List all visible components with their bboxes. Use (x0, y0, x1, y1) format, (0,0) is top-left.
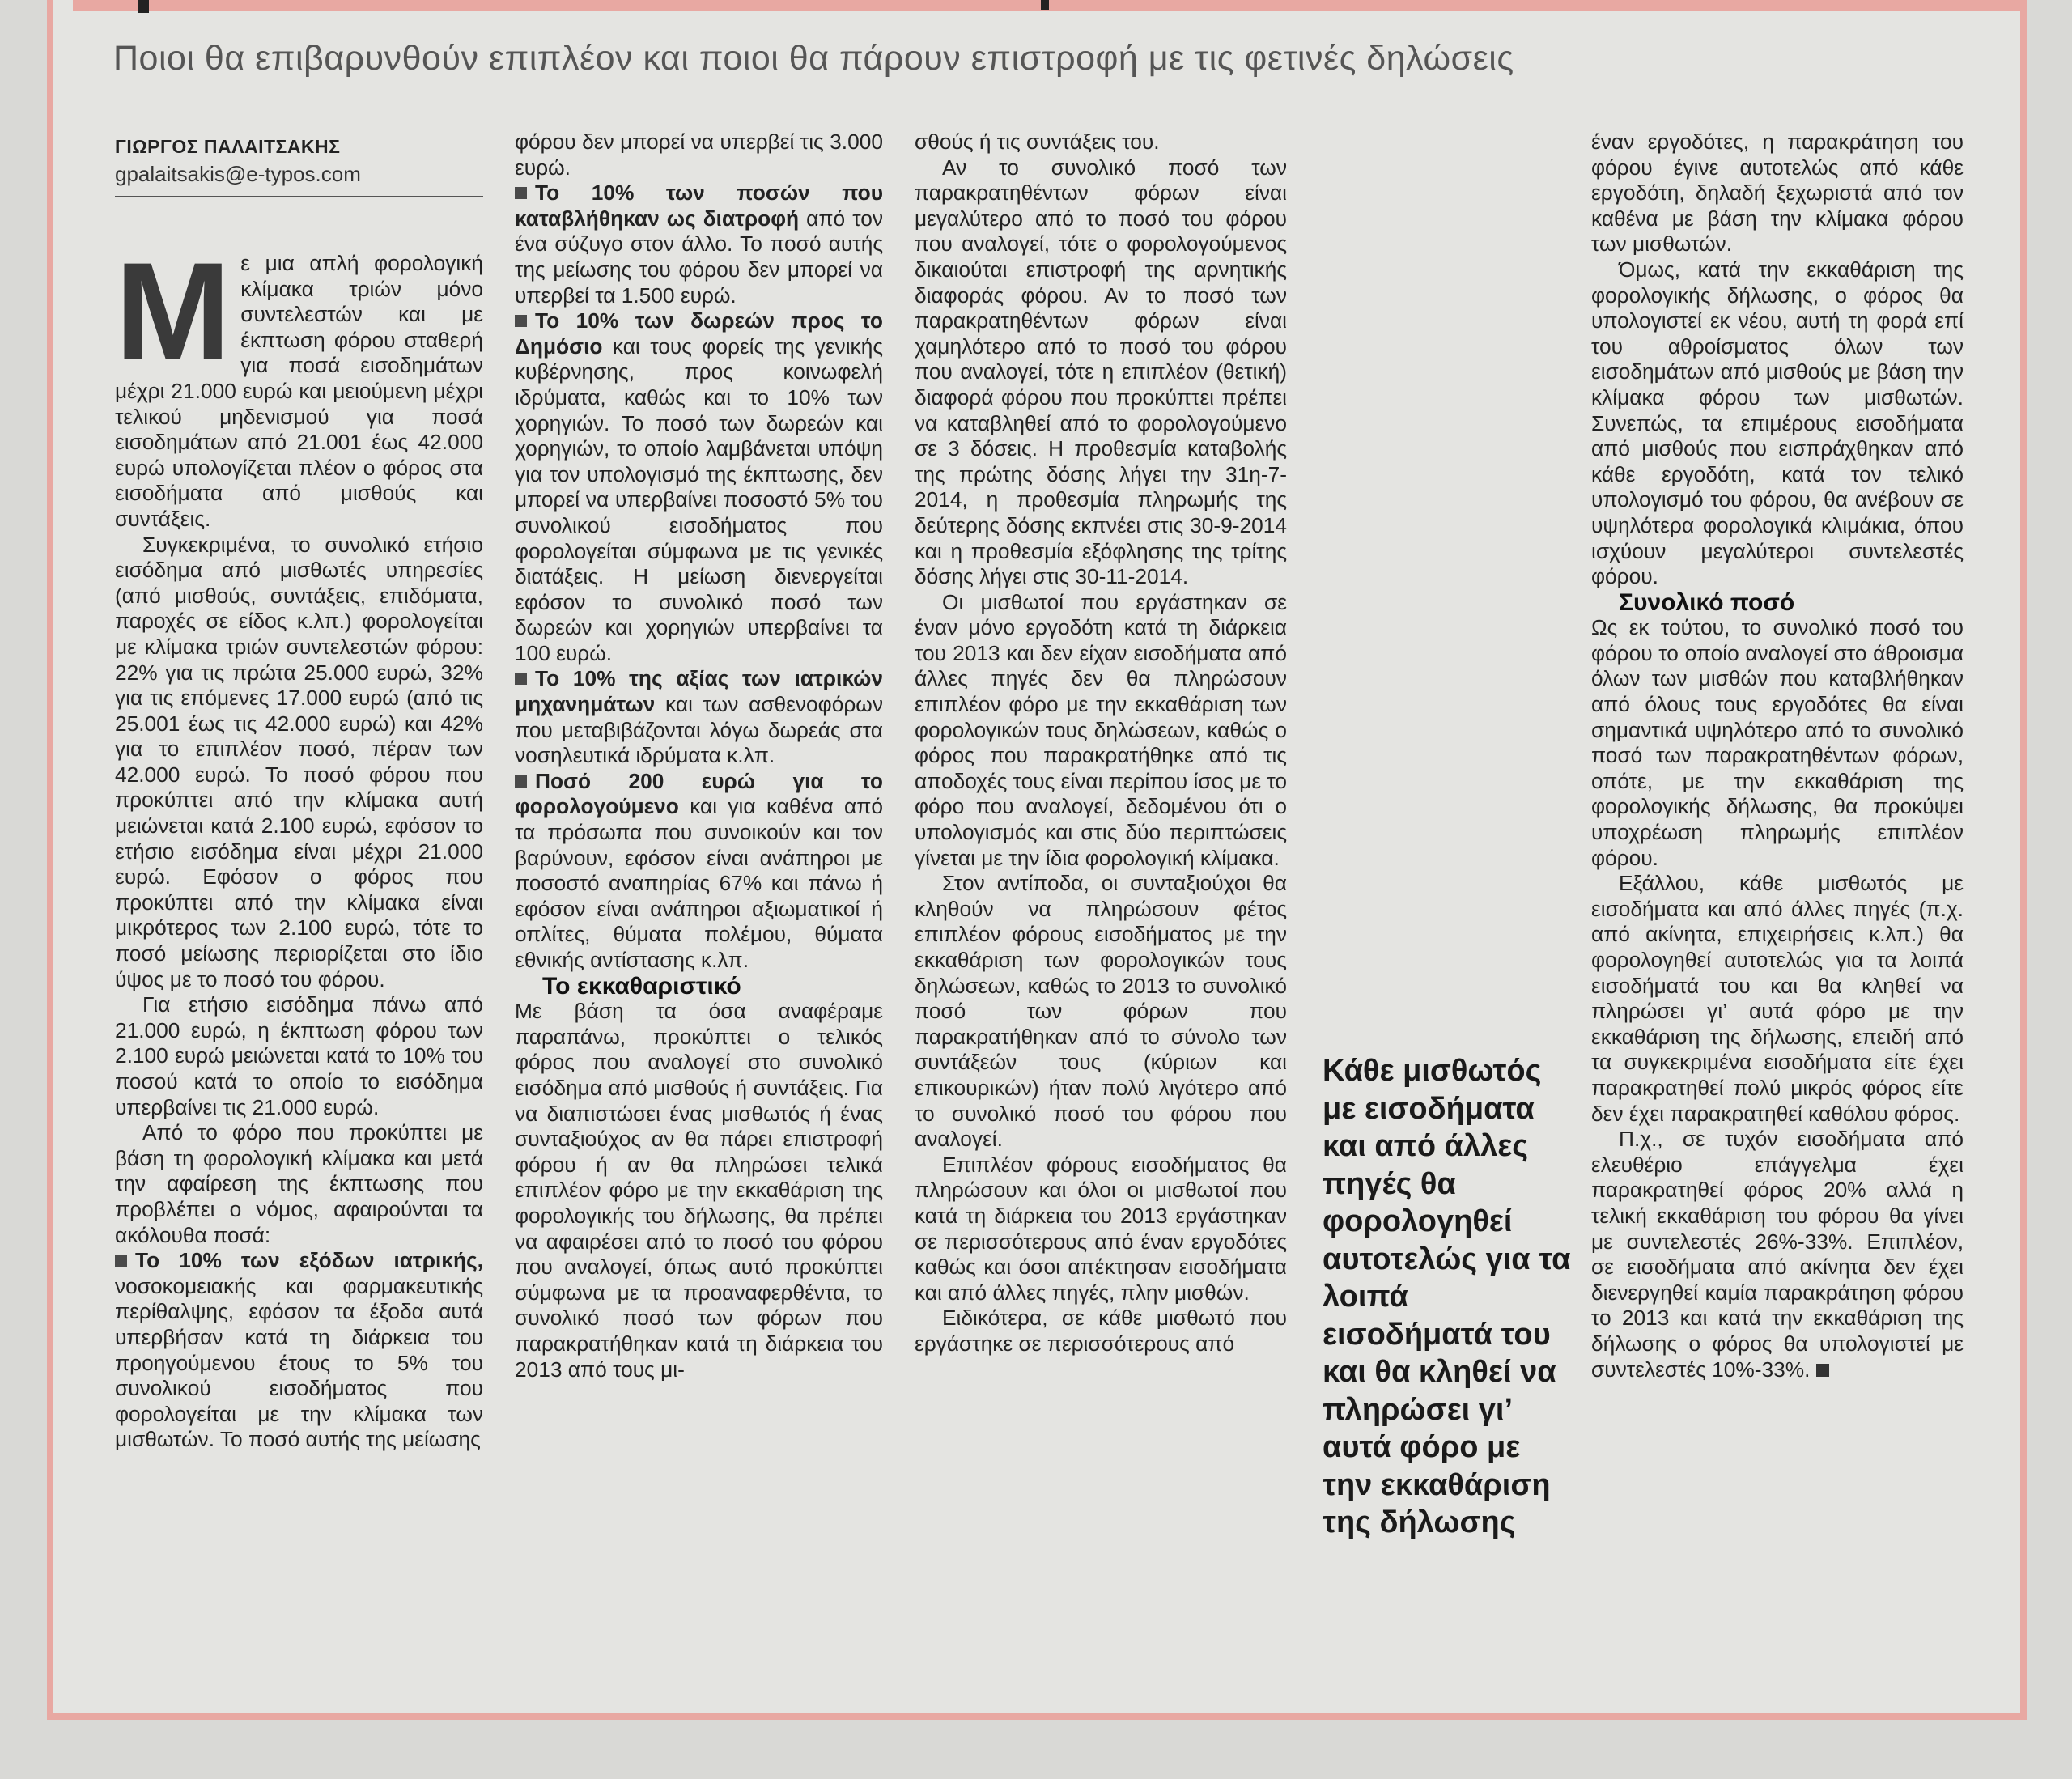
paragraph: έναν εργοδότες, η παρακράτηση του φόρου έγινε αυτοτελώς από κάθε εργοδότη, δηλαδή ξεχωριστά από τον καθένα με βάση την κλίμακα φόρου των μισθωτών. (1591, 129, 1964, 257)
bullet-square-icon (515, 775, 527, 788)
article-column-2 (515, 129, 883, 1382)
byline-divider (115, 196, 483, 197)
end-mark-icon (1816, 1364, 1829, 1377)
paragraph: Συγκεκριμένα, το συνολικό ετήσιο εισόδημα από μισθωτές υπηρεσίες (από μισθούς, συντάξεις, επιδόματα, παροχές σε είδος κ.λπ.) φορολογείται με κλίμακα τριών συντελεστών φόρου: 22% για τις πρώτα 25.000 ευρώ, 32% για τις επόμενες 17.000 ευρώ (από τις 25.001 έως τις 42.000 ευρώ) και 42% για το επιπλέον ποσό, πέραν των 42.000 ευρώ. Το ποσό φόρου που προκύπτει από την κλίμακα αυτή μειώνεται κατά 2.100 ευρώ, εφόσον το ετήσιο εισόδημα είναι μέχρι 21.000 ευρώ. Εφόσον ο φόρος που προκύπτει από την κλίμακα είναι μικρότερος των 2.100 ευρώ, τότε το ποσό μείωσης περιορίζεται στο ίδιο ύψος με το ποσό του φόρου. (115, 532, 483, 991)
bullet-item (515, 769, 883, 974)
author-email: gpalaitsakis@e-typos.com (115, 162, 361, 186)
paragraph: σθούς ή τις συντάξεις του. (915, 129, 1160, 154)
top-mark (138, 0, 149, 13)
paragraph (115, 234, 483, 533)
paragraph: Εξάλλου, κάθε μισθωτός με εισοδήματα και από άλλες πηγές (π.χ. από ακίνητα, επιχειρήσεις κ.λπ.) θα φορολογηθεί αυτοτελώς για τα λοιπά εισοδήματά του και θα κληθεί να πληρώσει γι’ αυτά φόρο με την εκκαθάριση της δήλωσης, επειδή από τα συγκεκριμένα εισοδήματα είτε έχει παρακρατηθεί πολύ μικρός φόρος είτε δεν έχει παρακρατηθεί καθόλου φόρος. (1591, 871, 1964, 1126)
bullet-text: και τους φορείς της γενικής κυβέρνησης, προς κοινωφελή ιδρύματα, καθώς και το 10% των χορηγιών. Το ποσό των δωρεών και χορηγιών, το οποίο λαμβάνεται υπόψη για τον υπολογισμό της έκπτωσης, δεν μπορεί να υπερβαίνει ποσοστό 5% του συνολικού εισοδήματος που φορολογείται σύμφωνα με τις γενικές διατάξεις. Η μείωση διενεργείται εφόσον το συνολικό ποσό των δωρεών και χορηγιών υπερβαίνει τα 100 ευρώ. (515, 333, 883, 665)
paragraph: Ως εκ τούτου, το συνολικό ποσό του φόρου το οποίο αναλογεί στο άθροισμα όλων των μισθών που καταβλήθηκαν από όλους τους εργοδότες θα είναι σημαντικά υψηλότερο από το συνολικό ποσό των παρακρατηθέντων φόρων, οπότε, με την εκκαθάριση της φορολογικής δήλωσης, θα προκύψει υποχρέωση πληρωμής επιπλέον φόρου. (1591, 615, 1964, 870)
paragraph: Στον αντίποδα, οι συνταξιούχοι θα κληθούν να πληρώσουν φέτος επιπλέον φόρους εισοδήματος με την εκκαθάριση των φορολογικών τους δηλώσεων, καθώς το 2013 το συνολικό ποσό των φόρων που παρακρατήθηκαν από το σύνολο των συντάξεών τους (κύριων και επικουρικών) ήταν πολύ λιγότερο από το συνολικό ποσό του φόρου που αναλογεί. (915, 871, 1287, 1152)
paragraph (1591, 1127, 1964, 1382)
bullet-square-icon (515, 673, 527, 685)
paragraph: φόρου δεν μπορεί να υπερβεί τις 3.000 ευρώ. (515, 129, 883, 180)
drop-cap: Μ (115, 234, 231, 389)
bullet-item (515, 180, 883, 308)
article-column-3 (915, 129, 1287, 1357)
paragraph: Με βάση τα όσα αναφέραμε παραπάνω, προκύπτει ο τελικός φόρος που αναλογεί στο συνολικό εισόδημα από μισθούς ή συντάξεις. Για να διαπιστώσει ένας μισθωτός ή ένας συνταξιούχος αν θα πάρει επιστροφή φόρου ή αν θα πληρώσει τελικά επιπλέον φόρο με την εκκαθάριση της φορολογικής του δήλωσης, θα πρέπει να αφαιρέσει από το ποσό του φόρου που αναλογεί, όπως αυτό προκύπτει σύμφωνα με τα προαναφερθέντα, το συνολικό ποσό των φόρων που παρακρατήθηκαν κατά τη διάρκεια του 2013 από τους μι- (515, 999, 883, 1382)
paragraph: Αν το συνολικό ποσό των παρακρατηθέντων φόρων είναι μεγαλύτερο από το ποσό του φόρου που αναλογεί, τότε ο φορολογούμενος δικαιούται επιστροφή της αρνητικής διαφοράς φόρου. Αν το ποσό των παρακρατηθέντων φόρων είναι χαμηλότερο από το ποσό του φόρου που αναλογεί, τότε η επιπλέον (θετική) διαφορά φόρου που προκύπτει πρέπει να καταβληθεί από το φορολογούμενο σε 3 δόσεις. Η προθεσμία καταβολής της πρώτης δόσης λήγει την 31η-7-2014, η προθεσμία πληρωμής της δεύτερης δόσης εκπνέει στις 30-9-2014 και η προθεσμία εξόφλησης της τρίτης δόσης λήγει στις 30-11-2014. (915, 155, 1287, 589)
bullet-square-icon (115, 1255, 127, 1267)
paragraph: Ειδικότερα, σε κάθε μισθωτό που εργάστηκε σε περισσότερους από (915, 1306, 1287, 1356)
pull-quote: Κάθε μισθωτός με εισοδήματα και από άλλες πηγές θα φορολογηθεί αυτοτελώς για τα λοιπά εισοδήματά του και θα κληθεί να πληρώσει γι’ αυτά φόρο με την εκκαθάριση της δήλωσης (1323, 1054, 1571, 1539)
bullet-item (115, 1248, 483, 1453)
bullet-lead: Το 10% των ποσών που καταβλήθηκαν ως διατροφή (515, 180, 883, 231)
article-subtitle: Ποιοι θα επιβαρυνθούν επιπλέον και ποιοι θα πάρουν επιστροφή με τις φετινές δηλώσεις (113, 39, 1514, 78)
bullet-lead: Το 10% της αξίας των ιατρικών μηχανημάτων (515, 666, 883, 717)
bullet-square-icon (515, 187, 527, 199)
paragraph: Επιπλέον φόρους εισοδήματος θα πληρώσουν και όλοι οι μισθωτοί που κατά τη διάρκεια του 2013 εργάστηκαν σε περισσότερους από έναν εργοδότες καθώς και όσοι απέκτησαν εισοδήματα και από άλλες πηγές, πλην μισθών. (915, 1152, 1287, 1305)
bullet-lead: Ποσό 200 ευρώ για το φορολογούμενο (515, 768, 883, 819)
bullet-item (515, 666, 883, 768)
section-heading: Το εκκαθαριστικό (542, 972, 741, 1000)
paragraph-text: ε μια απλή φορολογική κλίμακα τριών μόνο συντελεστών και με έκπτωση φόρου σταθερή για ποσά εισοδημάτων μέχρι 21.000 ευρώ και μειούμενη μέχρι τελικού μηδενισμού για ποσά εισοδημάτων από 21.001 έως 42.000 ευρώ υπολογίζεται πλέον ο φόρος στα εισοδήματα από μισθούς και συντάξεις. (115, 251, 483, 531)
paragraph-text: Π.χ., σε τυχόν εισοδήματα από ελευθέριο επάγγελμα έχει παρακρατηθεί φόρος 20% αλλά η τελική εκκαθάριση του φόρου θα γίνει με συντελεστές 26%-33%. Επιπλέον, σε εισοδήματα από ακίνητα δεν έχει διενεργηθεί καμία παρακράτηση φόρου το 2013 και κατά την εκκαθάριση της δήλωσης ο φόρος θα υπολογιστεί με συντελεστές 10%-33%. (1591, 1127, 1964, 1382)
paragraph: Από το φόρο που προκύπτει με βάση τη φορολογική κλίμακα και μετά την αφαίρεση της έκπτωσης που προβλέπει ο νόμος, αφαιρούνται τα ακόλουθα ποσά: (115, 1120, 483, 1247)
bullet-text: από τον ένα σύζυγο στον άλλο. Το ποσό αυτής της μείωσης του φόρου δεν μπορεί να υπερβεί τα 1.500 ευρώ. (515, 206, 883, 308)
section-heading: Συνολικό ποσό (1619, 588, 1795, 616)
bullet-item (515, 308, 883, 666)
article-column-1 (115, 234, 483, 1453)
article-column-4 (1591, 129, 1964, 1382)
bullet-square-icon (515, 315, 527, 327)
paragraph: Οι μισθωτοί που εργάστηκαν σε έναν μόνο εργοδότη κατά τη διάρκεια του 2013 και δεν είχαν εισοδήματα από άλλες πηγές δεν θα πληρώσουν επιπλέον φόρο με την εκκαθάριση των φορολογικών τους δηλώσεων, καθώς ο φόρος που παρακρατήθηκε από τις αποδοχές τους είναι περίπου ίσος με το φόρο που αναλογεί, δεδομένου ότι ο υπολογισμός και στις δύο περιπτώσεις γίνεται με την ίδια φορολογική κλίμακα. (915, 589, 1287, 870)
bullet-lead: Το 10% των δωρεών προς το Δημόσιο (515, 308, 883, 359)
bullet-text: και για καθένα από τα πρόσωπα που συνοικούν και τον βαρύνουν, εφόσον είναι ανάπηροι με ποσοστό αναπηρίας 67% και πάνω ή εφόσον είναι ανάπηροι αξιωματικοί ή οπλίτες, θύματα πολέμου, θύματα εθνικής αντίστασης κ.λπ. (515, 794, 884, 972)
bullet-lead: Το 10% των εξόδων ιατρικής, (135, 1248, 483, 1273)
paragraph: Για ετήσιο εισόδημα πάνω από 21.000 ευρώ, η έκπτωση φόρου των 2.100 ευρώ μειώνεται κατά το 10% του ποσού κατά το οποίο το εισόδημα υπερβαίνει τις 21.000 ευρώ. (115, 992, 483, 1119)
top-mark (1041, 0, 1049, 10)
paragraph: Όμως, κατά την εκκαθάριση της φορολογικής δήλωσης, ο φόρος θα υπολογιστεί εκ νέου, αυτή τη φορά επί του αθροίσματος όλων των εισοδημάτων από μισθούς με βάση την κλίμακα φόρου των μισθωτών. Συνεπώς, τα επιμέρους εισοδήματα από μισθούς που εισπράχθηκαν από κάθε εργοδότη, κατά τον τελικό υπολογισμό του φόρου, θα ανέβουν σε υψηλότερα φορολογικά κλιμάκια, όπου ισχύουν μεγαλύτεροι συντελεστές φόρου. (1591, 257, 1964, 589)
bullet-text: και των ασθενοφόρων που μεταβιβάζονται λόγω δωρεάς στα νοσηλευτικά ιδρύματα κ.λπ. (515, 692, 883, 768)
author-name: ΓΙΩΡΓΟΣ ΠΑΛΑΙΤΣΑΚΗΣ (115, 136, 341, 157)
bullet-text: νοσοκομειακής και φαρμακευτικής περίθαλψης, εφόσον τα έξοδα αυτά υπερβήσαν κατά τη διάρκεια του προηγούμενου έτους το 5% του συνολικού εισοδήματος που φορολογείται με την κλίμακα των μισθωτών. Το ποσό αυτής της μείωσης (115, 1273, 483, 1452)
